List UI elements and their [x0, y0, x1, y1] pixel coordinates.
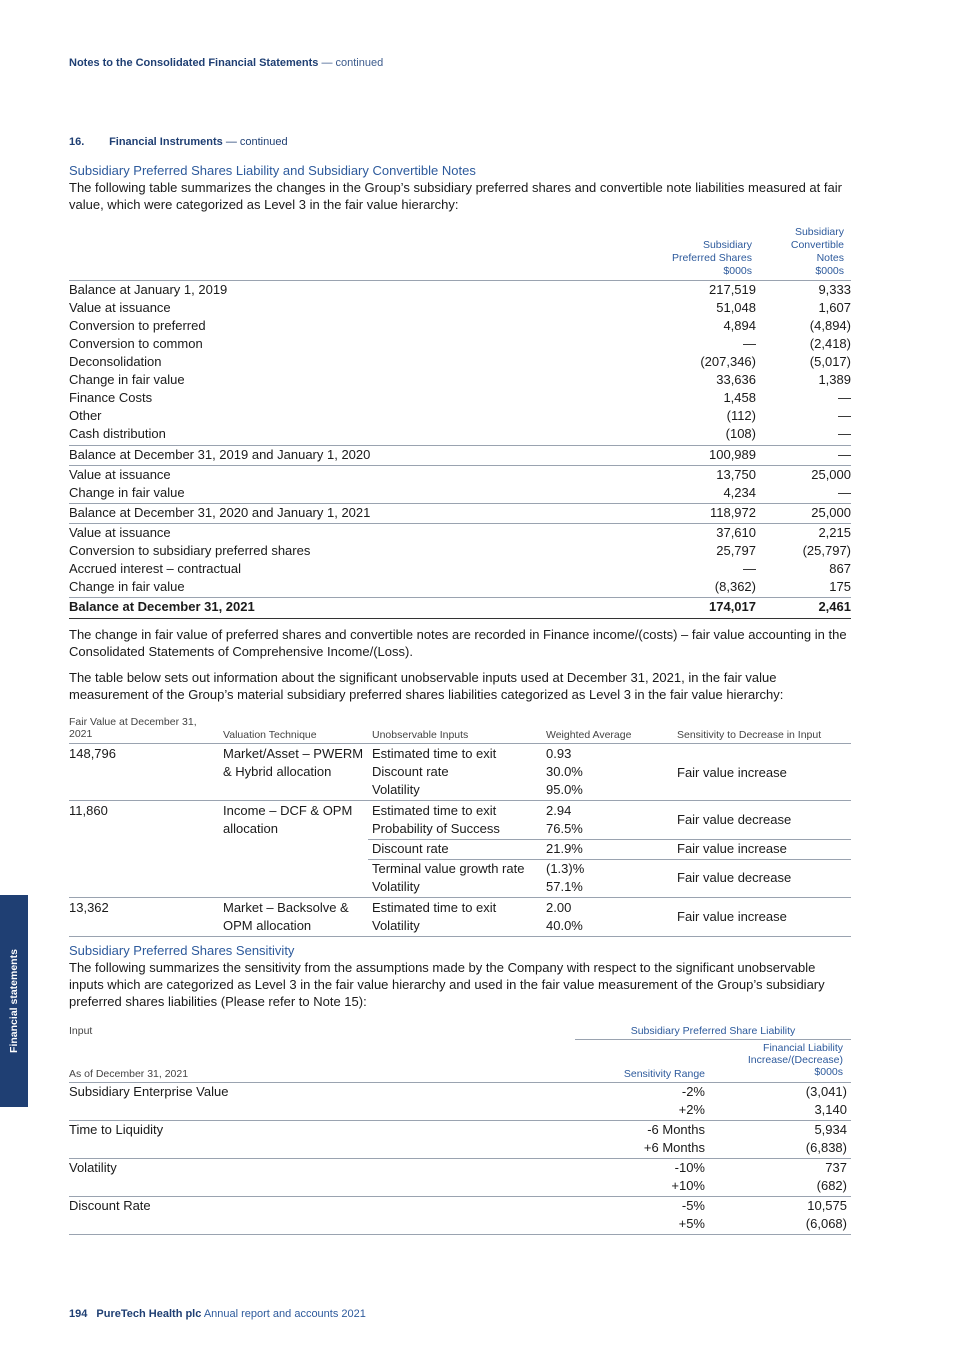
t2-average: 57.1%: [546, 879, 583, 894]
divider: [69, 465, 851, 466]
col-header-line: Convertible: [790, 239, 844, 251]
sensitivity-range: +5%: [678, 1216, 705, 1231]
t2-average: 30.0%: [546, 764, 583, 779]
divider: [69, 503, 851, 504]
section1-after1: The change in fair value of preferred shares and convertible notes are recorded in Finance income/(costs) – fair value accounting in the Consolidated Statements of Comprehensive Income/(Loss).: [69, 627, 847, 659]
row-label: Other: [69, 408, 102, 423]
divider: [69, 1234, 851, 1235]
table-row: [69, 446, 851, 464]
liability-change-value: (682): [816, 1178, 847, 1193]
convertible-notes-value: 175: [829, 579, 851, 594]
t2-average: 40.0%: [546, 918, 583, 933]
t3-header-line: $000s: [814, 1066, 843, 1078]
t2-header-inputs: Unobservable Inputs: [372, 729, 469, 741]
row-label: Balance at December 31, 2019 and January 1, 2020: [69, 447, 371, 462]
row-label: Conversion to subsidiary preferred shares: [69, 543, 311, 558]
liability-change-value: 10,575: [807, 1198, 847, 1213]
t2-average: 95.0%: [546, 782, 583, 797]
sensitivity-range: -5%: [681, 1198, 705, 1213]
table-row: [69, 371, 851, 389]
t2-average: 2.00: [546, 900, 572, 915]
section1-after2: The table below sets out information about the significant unobservable inputs used at December 31, 2021, in the fair value measurement of the Group’s material subsidiary preferred shares liabilities categorized as Level 3 in the fair value hierarchy:: [69, 670, 784, 702]
section1-heading: Subsidiary Preferred Shares Liability and Subsidiary Convertible Notes: [69, 163, 476, 178]
t2-header-average: Weighted Average: [546, 729, 632, 741]
table-row: [69, 353, 851, 371]
row-label: Balance at December 31, 2021: [69, 599, 255, 614]
t2-header-technique: Valuation Technique: [223, 729, 317, 741]
divider: [69, 618, 851, 619]
note-title: Financial Instruments: [109, 136, 223, 148]
footer-company: PureTech Health plc: [96, 1308, 202, 1320]
convertible-notes-value: (5,017): [809, 354, 851, 369]
preferred-shares-value: 100,989: [709, 447, 756, 462]
preferred-shares-value: 13,750: [716, 467, 756, 482]
section1-intro: The following table summarizes the changes in the Group’s subsidiary preferred shares and convertible note liabilities measured at fair value, which were categorized as Level 3 in the fair value hierarchy:: [69, 180, 842, 212]
convertible-notes-value: (4,894): [809, 318, 851, 333]
preferred-shares-value: 4,234: [723, 485, 756, 500]
row-label: Conversion to common: [69, 336, 203, 351]
table-row: [69, 425, 851, 443]
table-row: [69, 335, 851, 353]
preferred-shares-value: 51,048: [716, 300, 756, 315]
row-label: Change in fair value: [69, 372, 185, 387]
t2-technique: Income – DCF & OPM allocation: [223, 803, 353, 836]
section2-intro: The following summarizes the sensitivity from the assumptions made by the Company with respect to the significant unobservable inputs which are categorized as Level 3 in the fair value hierarchy and used in the fair value measurement of the Group’s subsidiary preferred shares liabilities (Please refer to Note 15):: [69, 960, 825, 1009]
preferred-shares-value: —: [743, 561, 756, 576]
sensitivity-range: +6 Months: [643, 1140, 705, 1155]
t2-average: 21.9%: [546, 841, 583, 856]
preferred-shares-value: (112): [726, 408, 756, 423]
t2-average: 2.94: [546, 803, 572, 818]
preferred-shares-value: (8,362): [714, 579, 756, 594]
divider: [69, 800, 851, 801]
t2-input: Probability of Success: [372, 821, 500, 836]
t2-sensitivity: Fair value increase: [677, 841, 787, 856]
table-row: [69, 598, 851, 616]
row-label: Cash distribution: [69, 426, 166, 441]
t2-input: Estimated time to exit: [372, 746, 497, 761]
table-row: [69, 504, 851, 522]
page-footer: [69, 1308, 366, 1320]
col-header-line: Preferred Shares: [672, 252, 752, 264]
sensitivity-input-label: Time to Liquidity: [69, 1122, 164, 1137]
divider: [69, 445, 851, 446]
divider: [69, 743, 851, 744]
t2-sensitivity: Fair value increase: [677, 765, 787, 780]
col-header-line: $000s: [723, 265, 752, 277]
table-row: [69, 560, 851, 578]
t2-header-sensitivity: Sensitivity to Decrease in Input: [677, 729, 822, 741]
table-row: [69, 299, 851, 317]
divider: [575, 1039, 851, 1040]
t2-header-fair-value: Fair Value at December 31, 2021: [69, 716, 197, 740]
t2-sensitivity: Fair value decrease: [677, 870, 792, 885]
convertible-notes-value: 1,607: [818, 300, 851, 315]
t2-input: Estimated time to exit: [372, 900, 497, 915]
convertible-notes-value: (25,797): [802, 543, 851, 558]
divider: [69, 897, 851, 898]
divider: [69, 523, 851, 524]
t2-input: Volatility: [372, 782, 420, 797]
col-header-line: Subsidiary: [702, 239, 752, 251]
note-number: 16.: [69, 136, 85, 148]
preferred-shares-value: (108): [725, 426, 756, 441]
col-header-line: $000s: [815, 265, 844, 277]
header-title: Notes to the Consolidated Financial Statements: [69, 57, 319, 69]
table-row: [69, 578, 851, 596]
t2-input: Estimated time to exit: [372, 803, 497, 818]
preferred-shares-value: 37,610: [716, 525, 756, 540]
t2-average: (1.3)%: [546, 861, 585, 876]
convertible-notes-value: 1,389: [818, 372, 851, 387]
divider: [69, 597, 851, 598]
sensitivity-range: +2%: [678, 1102, 705, 1117]
t2-fair-value: 13,362: [69, 900, 109, 915]
t2-technique: Market – Backsolve & OPM allocation: [223, 900, 349, 933]
t2-input: Volatility: [372, 918, 420, 933]
sensitivity-input-label: Subsidiary Enterprise Value: [69, 1084, 229, 1099]
row-label: Change in fair value: [69, 579, 185, 594]
t2-average: 76.5%: [546, 821, 583, 836]
row-label: Value at issuance: [69, 525, 171, 540]
convertible-notes-value: —: [838, 390, 851, 405]
table-row: [69, 524, 851, 542]
row-label: Conversion to preferred: [69, 318, 206, 333]
table-row: [69, 542, 851, 560]
row-label: Balance at December 31, 2020 and January 1, 2021: [69, 505, 371, 520]
t3-header-asof: As of December 31, 2021: [69, 1068, 189, 1080]
divider: [69, 936, 851, 937]
header-suffix: — continued: [321, 57, 384, 69]
convertible-notes-value: —: [838, 408, 851, 423]
preferred-shares-value: 1,458: [723, 390, 756, 405]
t3-header-line: Financial Liability: [763, 1042, 843, 1054]
t3-header-input: Input: [69, 1025, 93, 1037]
table-row: [69, 484, 851, 502]
convertible-notes-value: 9,333: [818, 282, 851, 297]
liability-change-value: 737: [825, 1160, 847, 1175]
preferred-shares-value: 25,797: [716, 543, 756, 558]
t2-fair-value: 148,796: [69, 746, 116, 761]
t3-header-line: Increase/(Decrease): [747, 1054, 843, 1066]
preferred-shares-value: 217,519: [709, 282, 756, 297]
sensitivity-input-label: Discount Rate: [69, 1198, 151, 1213]
table-row: [69, 407, 851, 425]
row-label: Balance at January 1, 2019: [69, 282, 228, 297]
t2-input: Volatility: [372, 879, 420, 894]
t2-average: 0.93: [546, 746, 572, 761]
convertible-notes-value: —: [838, 485, 851, 500]
sensitivity-range: -2%: [681, 1084, 705, 1099]
preferred-shares-value: —: [743, 336, 756, 351]
liability-change-value: (3,041): [805, 1084, 847, 1099]
footer-doc: Annual report and accounts 2021: [203, 1308, 366, 1320]
t3-header-group: Subsidiary Preferred Share Liability: [630, 1025, 796, 1037]
preferred-shares-value: 4,894: [723, 318, 756, 333]
table-row: [69, 281, 851, 299]
table-row: [69, 317, 851, 335]
convertible-notes-value: 867: [829, 561, 851, 576]
row-label: Value at issuance: [69, 300, 171, 315]
liability-change-value: 5,934: [814, 1122, 847, 1137]
preferred-shares-value: 118,972: [709, 505, 756, 520]
section2-heading: Subsidiary Preferred Shares Sensitivity: [69, 943, 295, 958]
sensitivity-range: +10%: [671, 1178, 705, 1193]
liability-change-value: (6,838): [805, 1140, 847, 1155]
row-label: Value at issuance: [69, 467, 171, 482]
section-sidebar-tab: [0, 895, 28, 1107]
convertible-notes-value: 2,215: [818, 525, 851, 540]
convertible-notes-value: —: [838, 426, 851, 441]
t2-technique: Market/Asset – PWERM & Hybrid allocation: [223, 746, 364, 779]
preferred-shares-value: (207,346): [700, 354, 756, 369]
convertible-notes-value: 2,461: [818, 599, 851, 614]
convertible-notes-value: 25,000: [811, 505, 851, 520]
t2-fair-value: 11,860: [69, 803, 108, 818]
convertible-notes-value: 25,000: [811, 467, 851, 482]
sensitivity-input-label: Volatility: [69, 1160, 117, 1175]
table-row: [69, 466, 851, 484]
t3-header-liability: [703, 1042, 843, 1078]
t2-sensitivity: Fair value increase: [677, 909, 787, 924]
col-header-notes: [754, 226, 844, 278]
page-number: 194: [69, 1308, 88, 1320]
liability-change-value: (6,068): [805, 1216, 847, 1231]
row-label: Change in fair value: [69, 485, 185, 500]
col-header-preferred: [632, 239, 752, 278]
t2-sensitivity: Fair value decrease: [677, 812, 792, 827]
note-heading: [69, 136, 288, 148]
note-suffix: — continued: [225, 136, 288, 148]
t2-input: Discount rate: [372, 764, 449, 779]
col-header-line: Subsidiary: [794, 226, 844, 238]
sidebar-label: Financial statements: [8, 949, 20, 1053]
t3-header-range: Sensitivity Range: [623, 1068, 705, 1080]
sensitivity-range: -6 Months: [647, 1122, 705, 1137]
preferred-shares-value: 33,636: [716, 372, 756, 387]
convertible-notes-value: (2,418): [809, 336, 851, 351]
running-header: [69, 57, 383, 69]
row-label: Accrued interest – contractual: [69, 561, 241, 576]
sensitivity-range: -10%: [674, 1160, 705, 1175]
convertible-notes-value: —: [838, 447, 851, 462]
liability-change-value: 3,140: [814, 1102, 847, 1117]
row-label: Finance Costs: [69, 390, 153, 405]
t2-input: Terminal value growth rate: [372, 861, 525, 876]
row-label: Deconsolidation: [69, 354, 162, 369]
t2-input: Discount rate: [372, 841, 449, 856]
table-row: [69, 389, 851, 407]
col-header-line: Notes: [816, 252, 844, 264]
preferred-shares-value: 174,017: [709, 599, 756, 614]
